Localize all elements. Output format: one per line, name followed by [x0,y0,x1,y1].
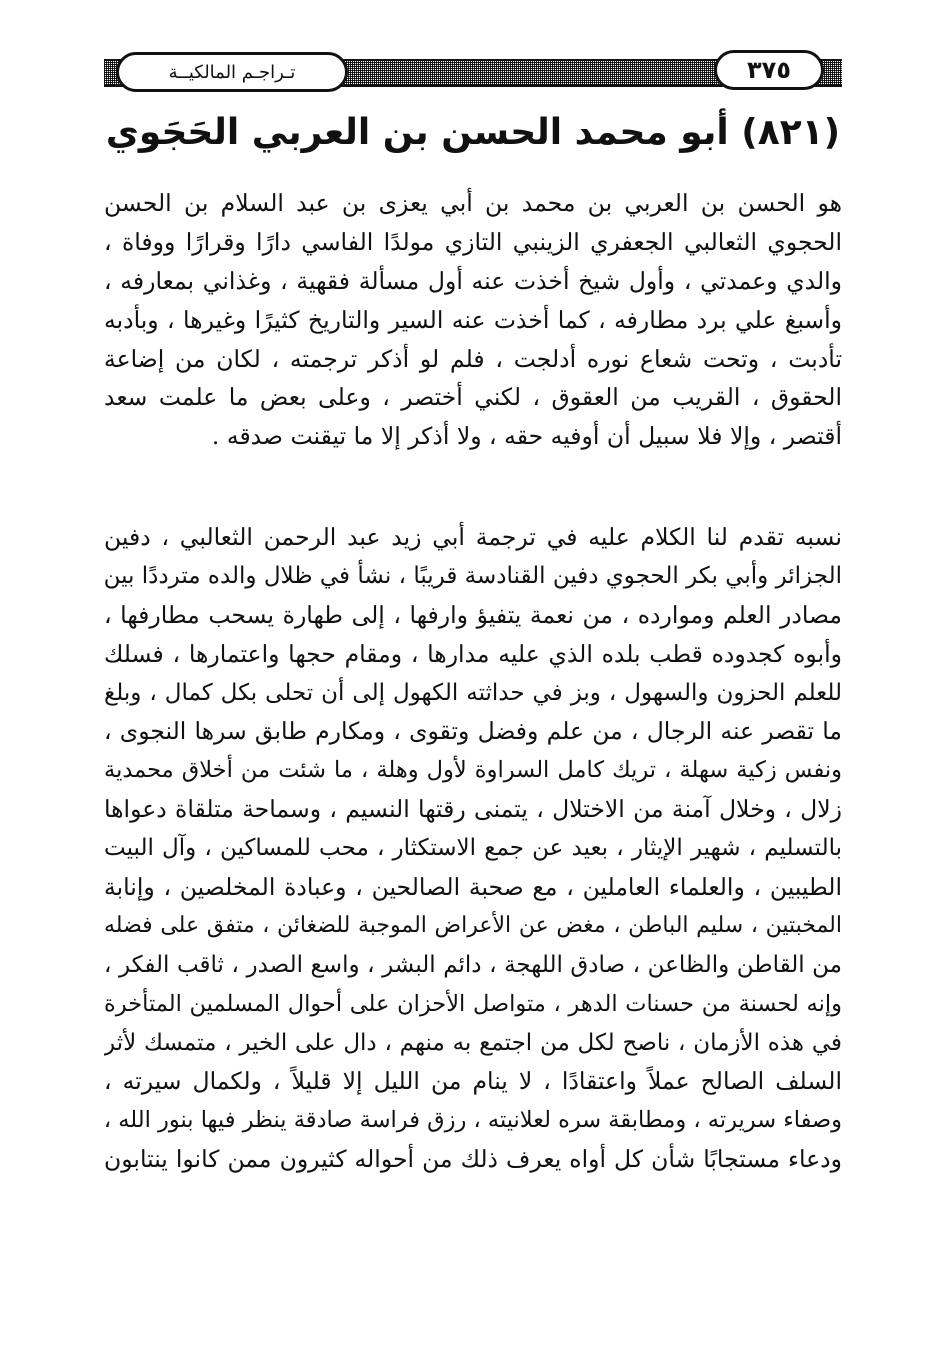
paragraph-line: أقتصر ، وإلا فلا سبيل أن أوفيه حقه ، ولا أذكر إلا ما تيقنت صدقه . [211,422,842,451]
running-header [104,50,842,96]
paragraph-line: للعلم الحزون والسهول ، وبز في حداثته الكهول إلى أن تحلى بكل كمال ، وبلغ [104,679,842,706]
page-number: ٣٧٥ [714,50,824,90]
paragraph-1 [104,184,842,456]
running-title: تـراجـم المالكيــة [116,52,348,92]
paragraph-line: الطيبين ، والعلماء العاملين ، مع صحبة الصالحين ، وعبادة المخلصين ، وإنابة [104,873,842,902]
entry-title: (٨٢١) أبو محمد الحسن بن العربي الحَجَوي [105,112,841,153]
paragraph-line: ما تقصر عنه الرجال ، من علم وفضل وتقوى ، ومكارم طابق سرها النجوى ، [104,717,842,746]
paragraph-line: هو الحسن بن العربي بن محمد بن أبي يعزى بن عبد السلام بن الحسن [104,189,842,217]
paragraph-line: من القاطن والظاعن ، صادق اللهجة ، دائم البشر ، واسع الصدر ، ثاقب الفكر ، [104,951,842,978]
paragraph-line: وإنه لحسنة من حسنات الدهر ، متواصل الأحزان على أحوال المسلمين المتأخرة [104,990,842,1017]
paragraph-2 [104,518,842,1179]
paragraph-line: وأبوه كجدوده قطب بلده الذي عليه مدارها ، ومقام حجها واعتمارها ، فسلك [104,639,842,668]
paragraph-line: مصادر العلم وموارده ، من نعمة يتفيؤ وارفها ، إلى طهارة يسحب مطارفها ، [104,600,842,629]
paragraph-line: السلف الصالح عملاً واعتقادًا ، لا ينام من الليل إلا قليلاً ، ولكمال سيرته ، [104,1067,842,1096]
paragraph-line: تأدبت ، وتحت شعاع نوره أدلجت ، فلم لو أذكر ترجمته ، لكان من إضاعة [104,344,842,373]
paragraph-line: والدي وعمدتي ، وأول شيخ أخذت عنه أول مسألة فقهية ، وغذاني بمعارفه ، [104,266,842,295]
paragraph-line: زلال ، وخلال آمنة من الاختلال ، يتمنى رقتها النسيم ، وسماحة متلقاة دعواها [104,795,842,824]
paragraph-line: المخبتين ، سليم الباطن ، مغض عن الأعراض الموجبة للضغائن ، متفق على فضله [104,912,842,938]
paragraph-line: بالتسليم ، شهير الإيثار ، بعيد عن جمع الاستكثار ، محب للمساكين ، وآل البيت [104,835,842,862]
paragraph-line: الحقوق ، القريب من العقوق ، لكني أختصر ، وعلى بعض ما علمت سعد [104,383,842,412]
paragraph-line: وصفاء سريرته ، ومطابقة سره لعلانيته ، رزق فراسة صادقة ينظر فيها بنور الله ، [104,1107,842,1134]
paragraph-line: في هذه الأزمان ، ناصح لكل من اجتمع به منهم ، دال على الخير ، متمسك لأثر [104,1029,842,1056]
paragraph-line: نسبه تقدم لنا الكلام عليه في ترجمة أبي زيد عبد الرحمن الثعالبي ، دفين [104,523,842,551]
paragraph-line: ودعاء مستجابًا شأن كل أواه يعرف ذلك من أحواله كثيرون ممن كانوا ينتابون [104,1145,842,1174]
paragraph-line: ونفس زكية سهلة ، تريك كامل السراوة لأول وهلة ، ما شئت من أخلاق محمدية [104,757,842,784]
paragraph-line: وأسبغ علي برد مطارفه ، كما أخذت عنه السير والتاريخ كثيرًا وغيرها ، وبأدبه [104,305,842,334]
paragraph-line: الجزائر وأبي بكر الحجوي دفين القنادسة قريبًا ، نشأ في ظلال والده مترددًا بين [104,562,842,589]
paragraph-line: الحجوي الثعالبي الجعفري الزينبي التازي مولدًا الفاسي دارًا وقرارًا ووفاة ، [104,227,842,256]
